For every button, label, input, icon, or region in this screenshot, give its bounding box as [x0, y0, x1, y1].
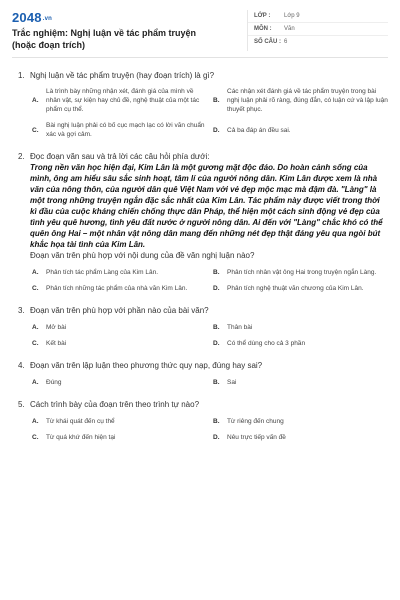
option-letter: A. — [32, 268, 39, 276]
answer-option[interactable] — [213, 338, 388, 348]
header-left — [12, 10, 212, 51]
answer-option[interactable] — [32, 267, 207, 277]
question-text: Cách trình bày của đoạn trên theo trình tự nào? — [30, 400, 200, 409]
answer-option[interactable] — [32, 87, 207, 114]
option-letter: D. — [213, 126, 220, 134]
option-letter: B. — [213, 97, 220, 104]
answer-option[interactable] — [213, 121, 388, 139]
quiz-meta — [247, 10, 388, 51]
answer-option[interactable] — [213, 267, 388, 277]
header — [12, 10, 388, 58]
option-letter: B. — [213, 323, 220, 331]
answer-options — [12, 322, 388, 348]
question-body — [30, 399, 388, 410]
answer-option[interactable] — [213, 87, 388, 114]
answer-option[interactable] — [213, 416, 388, 426]
option-text: Nêu trực tiếp vấn đề — [227, 433, 286, 441]
option-text: Bài nghị luận phải có bố cục mạch lạc có lời văn chuẩn xác và gợi cảm. — [46, 122, 205, 138]
logo-text: 2048 — [12, 10, 42, 25]
quiz-subject-title: Trắc nghiệm: Nghị luận về tác phẩm truyện (hoặc đoạn trích) — [12, 28, 197, 50]
option-letter: B. — [213, 378, 220, 386]
option-text: Có thể dùng cho cả 3 phần — [227, 339, 306, 347]
option-letter: A. — [32, 323, 39, 331]
option-text: Mở bài — [46, 323, 67, 331]
answer-option[interactable] — [32, 432, 207, 442]
question-body — [30, 151, 388, 261]
answer-options — [12, 416, 388, 442]
question-text: Đọc đoạn văn sau và trả lời các câu hỏi phía dưới: — [30, 152, 210, 161]
option-text: Từ riêng đến chung — [227, 417, 284, 425]
option-text: Các nhận xét đánh giá về tác phẩm truyện trong bài nghị luận phải rõ ràng, đúng đắn, có luận cứ và lập luận thuyết phục. — [227, 88, 388, 113]
question-text: Nghị luận về tác phẩm truyện (hay đoạn trích) là gì? — [30, 71, 215, 80]
meta-label: MÔN : — [254, 26, 272, 32]
question — [12, 399, 388, 442]
question-prompt: Đoạn văn trên phù hợp với nội dung của đề văn nghị luận nào? — [30, 251, 255, 260]
answer-option[interactable] — [213, 283, 388, 293]
answer-option[interactable] — [32, 416, 207, 426]
option-letter: C. — [32, 284, 39, 292]
question-number: 1. — [18, 71, 25, 80]
question-number: 4. — [18, 361, 25, 370]
option-text: Là trình bày những nhận xét, đánh giá của mình về nhân vật, sự kiện hay chủ đề, nghệ thuật của một tác phẩm cụ thể. — [46, 88, 200, 113]
question-header — [12, 70, 388, 81]
option-letter: C. — [32, 126, 39, 134]
site-logo[interactable] — [12, 10, 212, 25]
answer-option[interactable] — [32, 322, 207, 332]
question-text: Đoạn văn trên lập luận theo phương thức quy nạp, đúng hay sai? — [30, 361, 263, 370]
question — [12, 305, 388, 348]
meta-value: Lớp 9 — [284, 13, 300, 19]
answer-option[interactable] — [213, 432, 388, 442]
answer-option[interactable] — [32, 121, 207, 139]
meta-row-subject — [248, 23, 388, 36]
question-number: 3. — [18, 306, 25, 315]
question-list — [12, 70, 388, 442]
option-text: Cả ba đáp án đều sai. — [227, 126, 291, 134]
answer-option[interactable] — [32, 283, 207, 293]
answer-options — [12, 267, 388, 293]
answer-options — [12, 377, 388, 387]
question-body — [30, 360, 388, 371]
option-text: Phân tích nhân vật ông Hai trong truyện ngắn Làng. — [227, 268, 377, 276]
question-header — [12, 151, 388, 261]
question-header — [12, 305, 388, 316]
reading-passage: Trong nền văn học hiện đại, Kim Lân là một gương mặt độc đáo. Do hoàn cảnh sống của mình, ông am hiểu sâu sắc sinh hoạt, tâm lí của người nông dân. Kim Lân được xem là nhà văn của nông thôn, của người dân quê Việt Nam với vẻ đẹp mộc mạc mà đậm đà. "Làng" là một trong những truyện ngắn đặc sắc nhất của Kim Lân. Tác phẩm này được viết trong thời kì đầu của cuộc kháng chiến chống thực dân Pháp, thể hiện một cách sinh động vẻ đẹp của tình yêu quê hương, tình yêu đất nước ở người nông dân. Ai đến với "Làng" chắc khó có thể quên ông Hai – một nhân vật nông dân mang đến những nét đẹp thật đáng yêu qua ngòi bút khắc họa tài tình của Kim Lân. — [30, 163, 383, 249]
option-letter: A. — [32, 378, 39, 386]
option-letter: D. — [213, 433, 220, 441]
answer-option[interactable] — [213, 322, 388, 332]
question-header — [12, 399, 388, 410]
answer-options — [12, 87, 388, 139]
logo-suffix: .vn — [42, 15, 53, 22]
option-letter: C. — [32, 339, 39, 347]
question — [12, 151, 388, 293]
option-letter: D. — [213, 339, 220, 347]
meta-row-count — [248, 36, 388, 48]
question — [12, 70, 388, 139]
answer-option[interactable] — [32, 377, 207, 387]
option-letter: B. — [213, 268, 220, 276]
meta-label: LỚP : — [254, 13, 271, 19]
meta-label: SỐ CÂU : — [254, 39, 281, 45]
answer-option[interactable] — [32, 338, 207, 348]
option-letter: A. — [32, 97, 39, 104]
option-letter: D. — [213, 284, 220, 292]
option-text: Từ quá khứ đến hiện tại — [46, 433, 116, 441]
answer-option[interactable] — [213, 377, 388, 387]
meta-value: Văn — [284, 26, 295, 32]
option-text: Phân tích tác phẩm Làng của Kim Lân. — [46, 268, 159, 276]
option-letter: A. — [32, 417, 39, 425]
option-text: Phân tích những tác phẩm của nhà văn Kim Lân. — [46, 284, 188, 292]
question-text: Đoạn văn trên phù hợp với phần nào của bài văn? — [30, 306, 209, 315]
option-text: Phân tích nghệ thuật văn chương của Kim Lân. — [227, 284, 364, 292]
meta-row-class — [248, 10, 388, 23]
question-number: 5. — [18, 400, 25, 409]
meta-value: 6 — [284, 39, 288, 45]
question — [12, 360, 388, 387]
option-text: Từ khái quát đến cụ thể — [46, 417, 115, 425]
option-letter: C. — [32, 433, 39, 441]
option-text: Sai — [227, 378, 237, 386]
option-text: Kết bài — [46, 339, 67, 347]
option-text: Đúng — [46, 378, 62, 386]
question-body — [30, 70, 388, 81]
option-letter: B. — [213, 417, 220, 425]
option-text: Thân bài — [227, 323, 253, 331]
question-body — [30, 305, 388, 316]
question-header — [12, 360, 388, 371]
question-number: 2. — [18, 152, 25, 161]
